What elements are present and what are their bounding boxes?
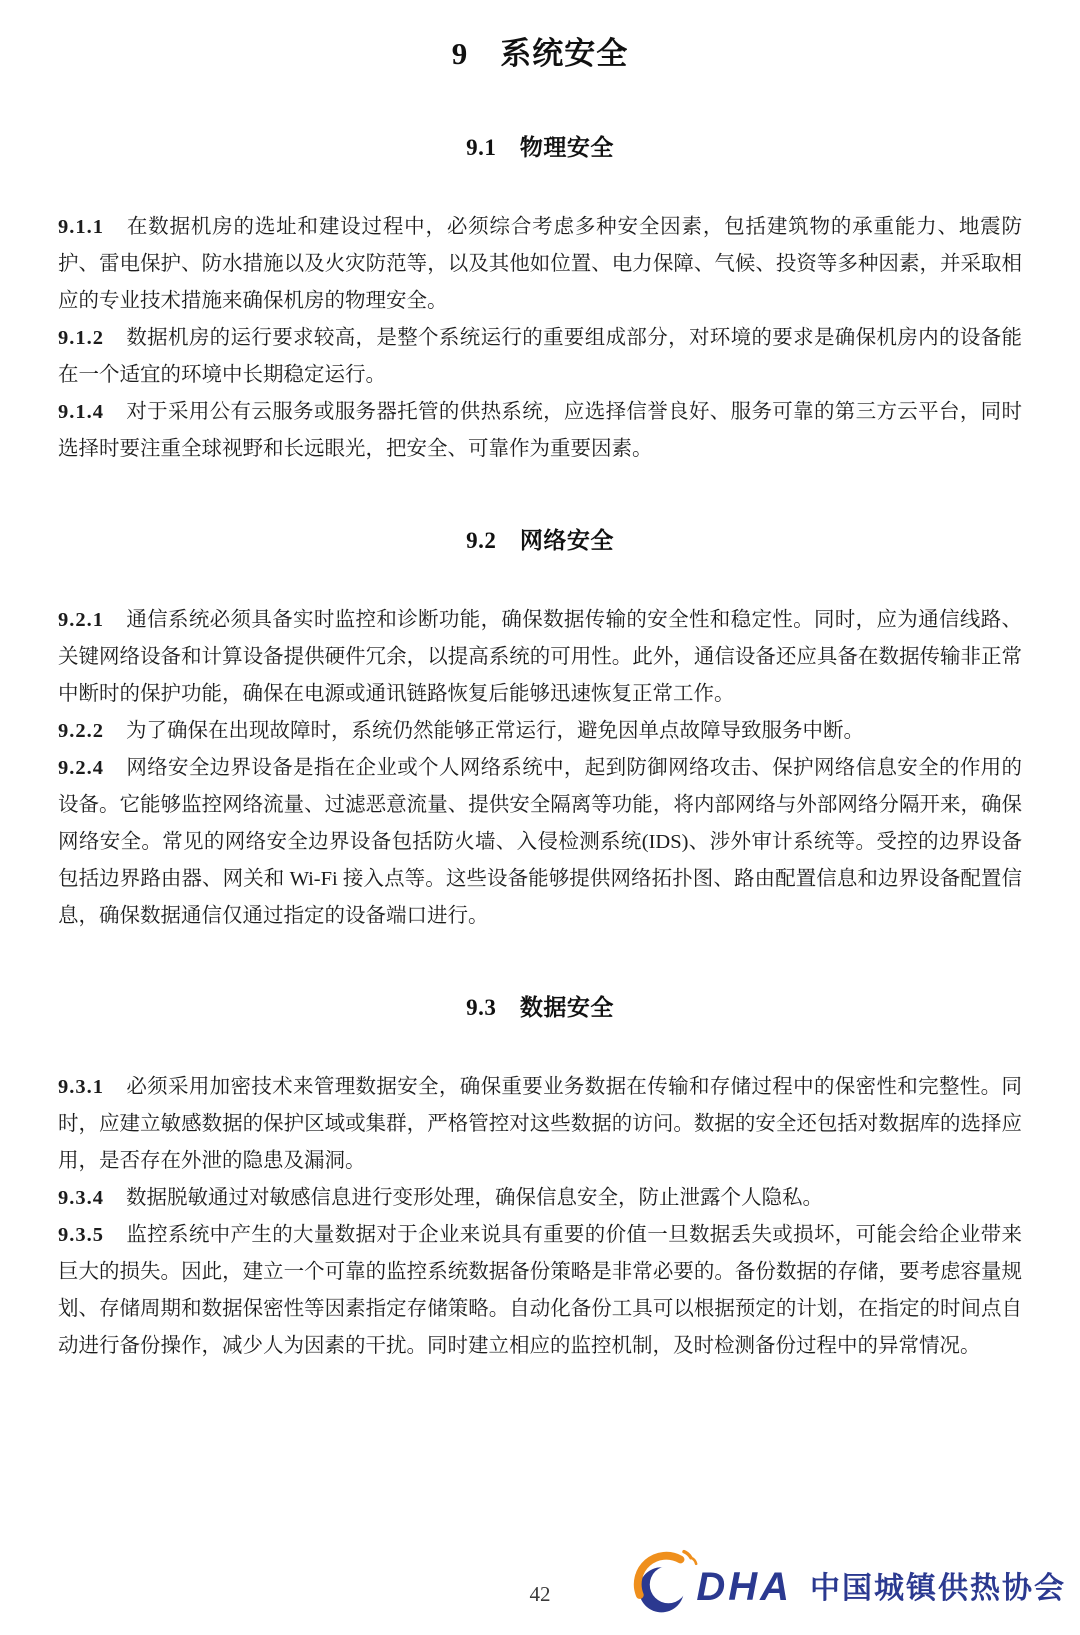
clause-text: 数据脱敏通过对敏感信息进行变形处理，确保信息安全，防止泄露个人隐私。	[126, 1187, 823, 1209]
paragraph-9-1-4	[58, 394, 1022, 468]
paragraph-9-1-2	[58, 320, 1022, 394]
paragraph-9-3-5	[58, 1217, 1022, 1365]
clause-number: 9.2.2	[58, 720, 104, 742]
clause-text: 必须采用加密技术来管理数据安全，确保重要业务数据在传输和存储过程中的保密性和完整性。同时，应建立敏感数据的保护区域或集群，严格管控对这些数据的访问。数据的安全还包括对数据库的选择应用，是否存在外泄的隐患及漏洞。	[58, 1076, 1022, 1172]
clause-text: 网络安全边界设备是指在企业或个人网络系统中，起到防御网络攻击、保护网络信息安全的作用的设备。它能够监控网络流量、过滤恶意流量、提供安全隔离等功能，将内部网络与外部网络分隔开来，确保网络安全。常见的网络安全边界设备包括防火墙、入侵检测系统(IDS)、涉外审计系统等。受控的边界设备包括边界路由器、网关和 Wi-Fi 接入点等。这些设备能够提供网络拓扑图、路由配置信息和边界设备配置信息，确保数据通信仅通过指定的设备端口进行。	[58, 757, 1022, 927]
clause-text: 在数据机房的选址和建设过程中，必须综合考虑多种安全因素，包括建筑物的承重能力、地震防护、雷电保护、防水措施以及火灾防范等，以及其他如位置、电力保障、气候、投资等多种因素，并采取相应的专业技术措施来确保机房的物理安全。	[58, 216, 1022, 312]
clause-number: 9.1.2	[58, 327, 104, 349]
clause-number: 9.2.1	[58, 609, 104, 631]
page-number: 42	[529, 1582, 551, 1606]
clause-number: 9.1.1	[58, 216, 104, 238]
section-heading-physical-security: 9.1 物理安全	[466, 135, 614, 160]
clause-text: 监控系统中产生的大量数据对于企业来说具有重要的价值一旦数据丢失或损坏，可能会给企业带来巨大的损失。因此，建立一个可靠的监控系统数据备份策略是非常必要的。备份数据的存储，要考虑容量规划、存储周期和数据保密性等因素指定存储策略。自动化备份工具可以根据预定的计划，在指定的时间点自动进行备份操作，减少人为因素的干扰。同时建立相应的监控机制，及时检测备份过程中的异常情况。	[58, 1224, 1022, 1357]
clause-number: 9.3.4	[58, 1187, 104, 1209]
cdha-logo	[632, 1543, 1066, 1621]
section-heading-network-security: 9.2 网络安全	[466, 528, 614, 553]
clause-text: 为了确保在出现故障时，系统仍然能够正常运行，避免因单点故障导致服务中断。	[126, 720, 864, 742]
clause-number: 9.1.4	[58, 401, 104, 423]
clause-text: 通信系统必须具备实时监控和诊断功能，确保数据传输的安全性和稳定性。同时，应为通信线路、关键网络设备和计算设备提供硬件冗余，以提高系统的可用性。此外，通信设备还应具备在数据传输非正常中断时的保护功能，确保在电源或通讯链路恢复后能够迅速恢复正常工作。	[58, 609, 1022, 705]
logo-org-name: 中国城镇供热协会	[810, 1572, 1066, 1605]
clause-number: 9.3.1	[58, 1076, 104, 1098]
clause-text: 对于采用公有云服务或服务器托管的供热系统，应选择信誉良好、服务可靠的第三方云平台，同时选择时要注重全球视野和长远眼光，把安全、可靠作为重要因素。	[58, 401, 1022, 460]
paragraph-9-2-1	[58, 602, 1022, 713]
paragraph-9-3-1	[58, 1069, 1022, 1180]
clause-number: 9.3.5	[58, 1224, 104, 1246]
paragraph-9-2-4	[58, 750, 1022, 935]
paragraph-9-1-1	[58, 209, 1022, 320]
clause-text: 数据机房的运行要求较高，是整个系统运行的重要组成部分，对环境的要求是确保机房内的设备能在一个适宜的环境中长期稳定运行。	[58, 327, 1022, 386]
section-heading-data-security: 9.3 数据安全	[466, 995, 614, 1020]
page-title: 9 系统安全	[451, 36, 629, 71]
paragraph-9-2-2	[58, 713, 1022, 750]
clause-number: 9.2.4	[58, 757, 104, 779]
logo-abbr-text: DHA	[696, 1564, 792, 1609]
paragraph-9-3-4	[58, 1180, 1022, 1217]
